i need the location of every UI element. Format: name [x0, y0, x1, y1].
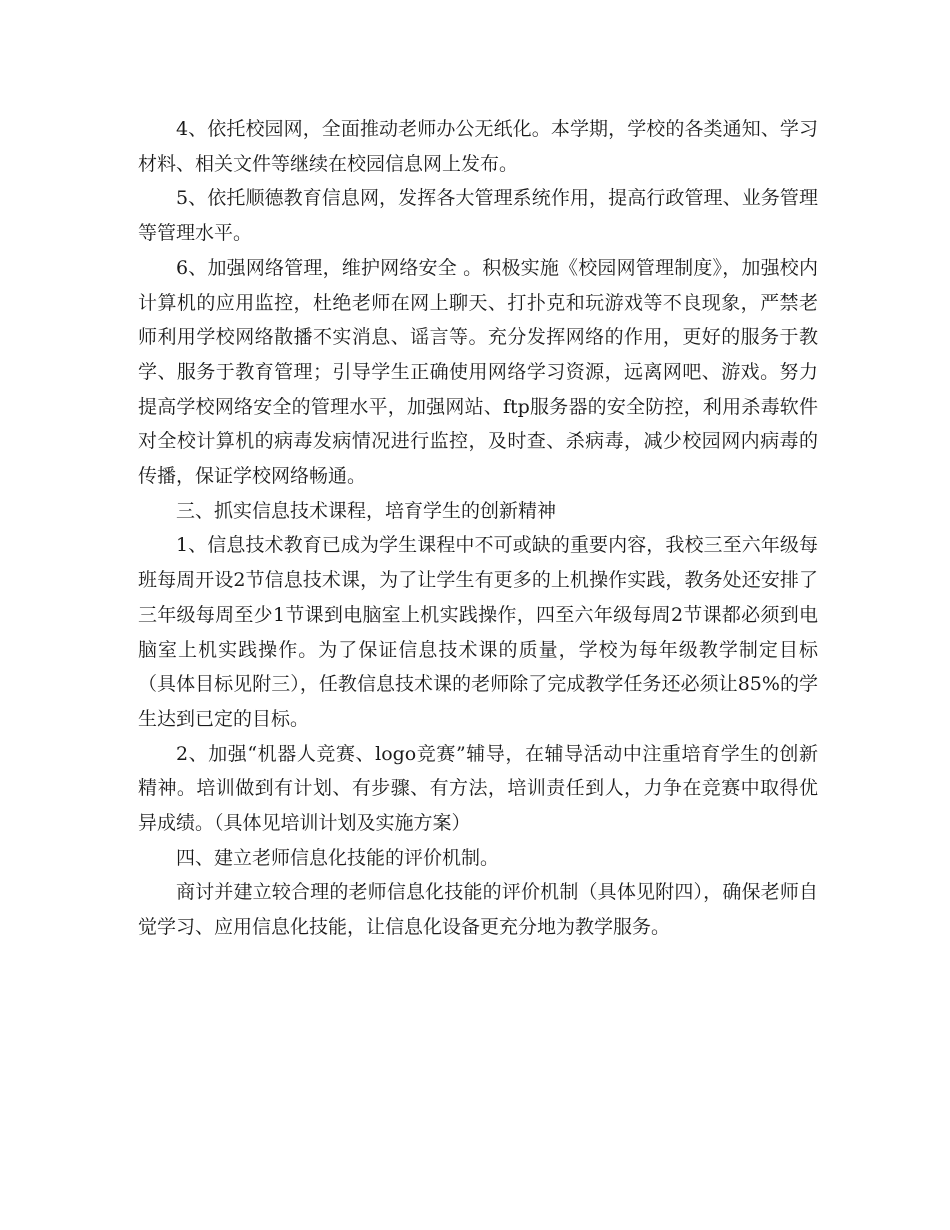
paragraph-item-2: 2、加强“机器人竞赛、logo竞赛”辅导，在辅导活动中注重培育学生的创新精神。培训做到有计划、有步骤、有方法，培训责任到人，力争在竞赛中取得优异成绩。（具体见培训计划及实施方案） [138, 742, 818, 835]
paragraph-item-1: 1、信息技术教育已成为学生课程中不可或缺的重要内容，我校三至六年级每班每周开设2节信息技术课，为了让学生有更多的上机操作实践，教务处还安排了三年级每周至少1节课到电脑室上机实践操作，四至六年级每周2节课都必须到电脑室上机实践操作。为了保证信息技术课的质量，学校为每年级教学制定目标（具体目标见附三），任教信息技术课的老师除了完成教学任务还必须让85%的学生达到已定的目标。 [138, 534, 818, 730]
document-body [138, 112, 818, 945]
section-heading-3: 三、抓实信息技术课程，培育学生的创新精神 [176, 499, 557, 522]
paragraph-evaluation: 商讨并建立较合理的老师信息化技能的评价机制（具体见附四），确保老师自觉学习、应用信息化技能，让信息化设备更充分地为教学服务。 [138, 881, 818, 939]
paragraph-item-6: 6、加强网络管理，维护网络安全 。积极实施《校园网管理制度》，加强校内计算机的应用监控，杜绝老师在网上聊天、打扑克和玩游戏等不良现象，严禁老师利用学校网络散播不实消息、谣言等。充分发挥网络的作用，更好的服务于教学、服务于教育管理；引导学生正确使用网络学习资源，远离网吧、游戏。努力提高学校网络安全的管理水平，加强网站、ftp服务器的安全防控，利用杀毒软件对全校计算机的病毒发病情况进行监控，及时查、杀病毒，减少校园网内病毒的传播，保证学校网络畅通。 [138, 256, 818, 488]
section-heading-4: 四、建立老师信息化技能的评价机制。 [176, 846, 500, 869]
paragraph-item-5: 5、依托顺德教育信息网，发挥各大管理系统作用，提高行政管理、业务管理等管理水平。 [138, 187, 818, 245]
paragraph-item-4: 4、依托校园网，全面推动老师办公无纸化。本学期，学校的各类通知、学习材料、相关文件等继续在校园信息网上发布。 [138, 118, 818, 175]
